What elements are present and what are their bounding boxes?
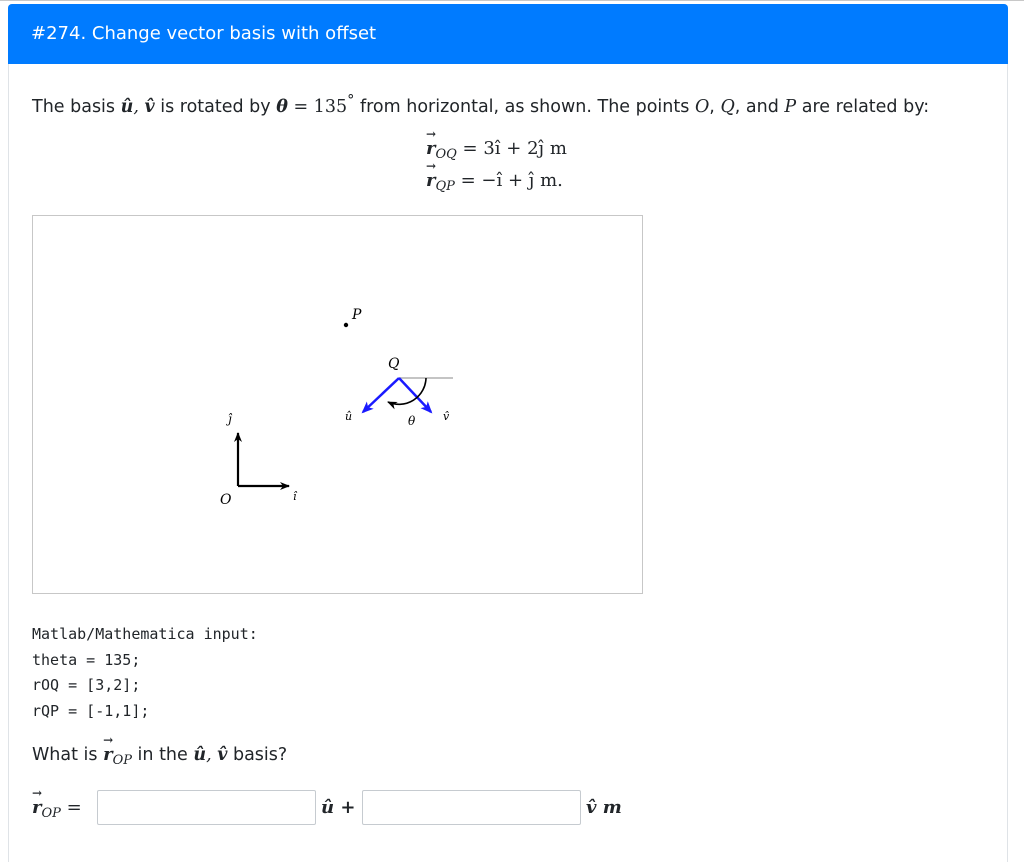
- label-theta: θ: [408, 414, 416, 428]
- diagram-svg: [33, 216, 644, 595]
- answer-label: → $r_{OP}$ =: [32, 786, 82, 821]
- label-P: P: [352, 307, 362, 323]
- label-j-hat: ĵ: [228, 412, 232, 426]
- problem-statement: The basis û, v̂ is rotated by θ = 135° from horizontal, as shown. The points O, Q, and P are related by:: [32, 92, 930, 117]
- u-unit-label: û +: [321, 797, 356, 818]
- code-line: rQP = [-1,1];: [32, 701, 150, 720]
- u-hat: û: [120, 96, 134, 117]
- u-hat-arrow: [363, 378, 399, 412]
- label-v-hat: v̂: [443, 410, 450, 423]
- v-unit-label: v̂ m: [586, 797, 622, 818]
- code-line: theta = 135;: [32, 650, 141, 669]
- point-P: P: [784, 96, 797, 117]
- code-title: Matlab/Mathematica input:: [32, 625, 258, 643]
- card-header: [8, 4, 1008, 64]
- equation-rOQ: → $r_{OQ}$ = 3î + 2ĵ m: [426, 127, 567, 162]
- theta-symbol: θ: [276, 96, 288, 117]
- code-line: rOQ = [3,2];: [32, 676, 141, 694]
- top-divider: [0, 0, 1024, 1]
- question-text: What is → $r_{OP}$ in the û, v̂ basis?: [32, 733, 288, 768]
- label-Q: Q: [388, 356, 400, 372]
- v-component-input[interactable]: [362, 790, 581, 825]
- label-O: O: [220, 492, 232, 508]
- equation-rQP: → $r_{QP}$ = −î + ĵ m.: [426, 159, 563, 194]
- code-block: [32, 622, 258, 724]
- u-component-input[interactable]: [97, 790, 316, 825]
- v-hat: v̂: [144, 96, 155, 117]
- label-i-hat: î: [293, 490, 297, 503]
- question-title: #274. Change vector basis with offset: [31, 23, 377, 44]
- point-P-dot: [344, 323, 348, 327]
- point-Q: Q: [720, 96, 735, 117]
- label-u-hat: û: [345, 410, 353, 423]
- point-O: O: [694, 96, 710, 117]
- basis-diagram: [32, 215, 643, 594]
